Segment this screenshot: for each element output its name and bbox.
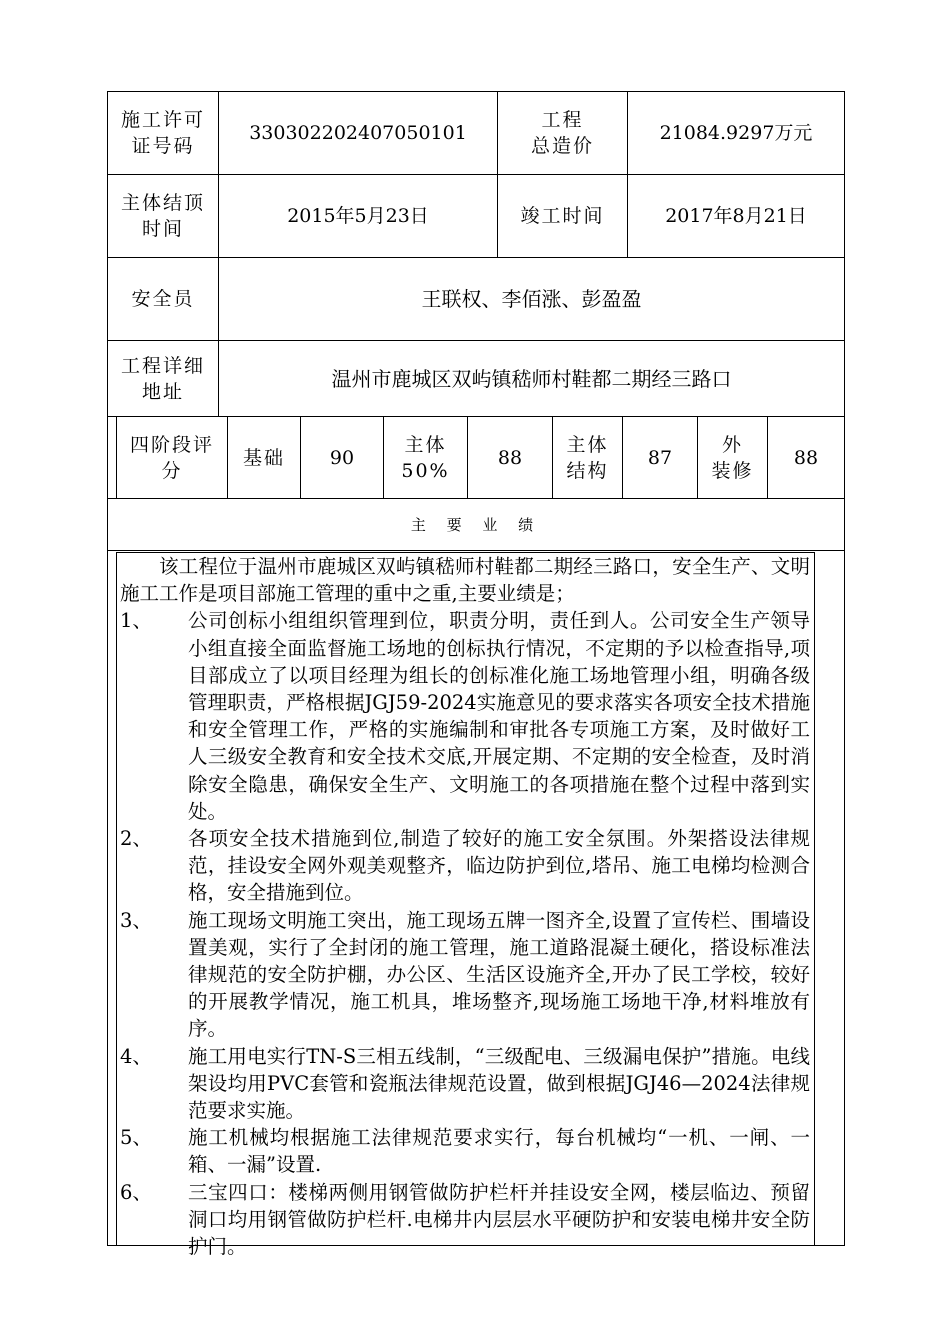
main-body-label-line2: 50% bbox=[401, 459, 450, 482]
permit-label: 施工许可证号码 bbox=[120, 109, 205, 157]
main-body-label bbox=[384, 417, 467, 498]
cost-label-line2: 总造价 bbox=[530, 135, 594, 157]
list-item-number: 4、 bbox=[120, 1044, 152, 1068]
list-item-number: 1、 bbox=[120, 609, 152, 633]
topping-label: 主体结顶时间 bbox=[120, 192, 205, 240]
completion-label: 竣工时间 bbox=[520, 205, 605, 227]
achievements-intro: 该工程位于温州市鹿城区双屿镇嵇师村鞋都二期经三路口，安全生产、文明施工工作是项目部施工管理的重中之重,主要业绩是； bbox=[120, 555, 810, 606]
completion-value: 2017年8月21日 bbox=[665, 205, 807, 227]
list-item-text: 施工机械均根据施工法律规范要求实行，每台机械均“一机、一闸、一箱、一漏”设置. bbox=[188, 1126, 810, 1177]
cost-value: 21084.9297万元 bbox=[659, 122, 813, 144]
inner-box-right bbox=[814, 552, 815, 1245]
exterior-label bbox=[698, 417, 767, 498]
cost-label bbox=[498, 92, 627, 174]
list-item bbox=[120, 1124, 810, 1178]
list-item-number: 2、 bbox=[120, 827, 152, 851]
list-item bbox=[120, 825, 810, 907]
exterior-label-line2: 装修 bbox=[711, 459, 754, 482]
exterior-score: 88 bbox=[793, 446, 819, 469]
achievements-body bbox=[120, 553, 810, 1260]
main-body-score: 88 bbox=[497, 446, 523, 469]
safety-officer-value: 王联权、李佰涨、彭盈盈 bbox=[421, 287, 642, 311]
list-item-number: 3、 bbox=[120, 908, 152, 932]
inner-box-left-lower bbox=[116, 552, 117, 1245]
table-right-border bbox=[844, 91, 845, 1245]
safety-officer-label: 安全员 bbox=[131, 288, 195, 310]
main-structure-label: 主体结构 bbox=[566, 433, 609, 482]
list-item-text: 各项安全技术措施到位,制造了较好的施工安全氛围。外架搭设法律规范，挂设安全网外观美观整齐，临边防护到位,塔吊、施工电梯均检测合格，安全措施到位。 bbox=[188, 827, 810, 905]
main-structure-score: 87 bbox=[647, 446, 673, 469]
list-item bbox=[120, 1179, 810, 1261]
list-item-text: 三宝四口：楼梯两侧用钢管做防护栏杆并挂设安全网，楼层临边、预留洞口均用钢管做防护栏杆.电梯井内层层水平硬防护和安装电梯井安全防护门。 bbox=[188, 1180, 810, 1259]
topping-value: 2015年5月23日 bbox=[287, 205, 429, 227]
permit-value: 330302202407050101 bbox=[249, 122, 467, 144]
list-item bbox=[120, 607, 810, 825]
main-body-label-line1: 主体 bbox=[404, 433, 447, 456]
achievements-heading: 主 要 业 绩 bbox=[410, 515, 542, 534]
list-item-text: 施工用电实行TN-S三相五线制，“三级配电、三级漏电保护”措施。电线架设均用PVC套管和瓷瓶法律规范设置，做到根据JGJ46—2024法律规范要求实施。 bbox=[188, 1044, 810, 1123]
address-label: 工程详细地址 bbox=[120, 354, 205, 403]
list-item-text: 公司创标小组组织管理到位，职责分明，责任到人。公司安全生产领导小组直接全面监督施工场地的创标执行情况，不定期的予以检查指导,项目部成立了以项目经理为组长的创标准化施工场地管理小组，明确各级管理职责，严格根据JGJ59-2024实施意见的要求落实各项安全技术措施和安全管理工作，严格的实施编制和审批各专项施工方案，及时做好工人三级安全教育和安全技术交底,开展定期、不定期的安全检查，及时消除安全隐患，确保安全生产、文明施工的各项措施在整个过程中落到实处。 bbox=[188, 609, 810, 823]
list-item bbox=[120, 907, 810, 1043]
address-value: 温州市鹿城区双屿镇嵇师村鞋都二期经三路口 bbox=[331, 366, 732, 391]
list-item bbox=[120, 1043, 810, 1125]
foundation-label: 基础 bbox=[242, 446, 285, 469]
list-item-text: 施工现场文明施工突出，施工现场五牌一图齐全,设置了宣传栏、围墙设置美观，实行了全封闭的施工管理，施工道路混凝土硬化，搭设标准法律规范的安全防护棚，办公区、生活区设施齐全,开办了民工学校，较好的开展教学情况，施工机具，堆场整齐,现场施工场地干净,材料堆放有序。 bbox=[188, 908, 810, 1041]
row-divider-6 bbox=[107, 550, 845, 551]
list-item-number: 6、 bbox=[120, 1180, 152, 1204]
foundation-score: 90 bbox=[329, 446, 355, 469]
cost-label-line1: 工程 bbox=[541, 109, 584, 131]
exterior-label-line1: 外 bbox=[721, 433, 743, 456]
score-label: 四阶段评分 bbox=[129, 433, 214, 482]
list-item-number: 5、 bbox=[120, 1126, 152, 1150]
table-left-border bbox=[107, 91, 108, 1245]
